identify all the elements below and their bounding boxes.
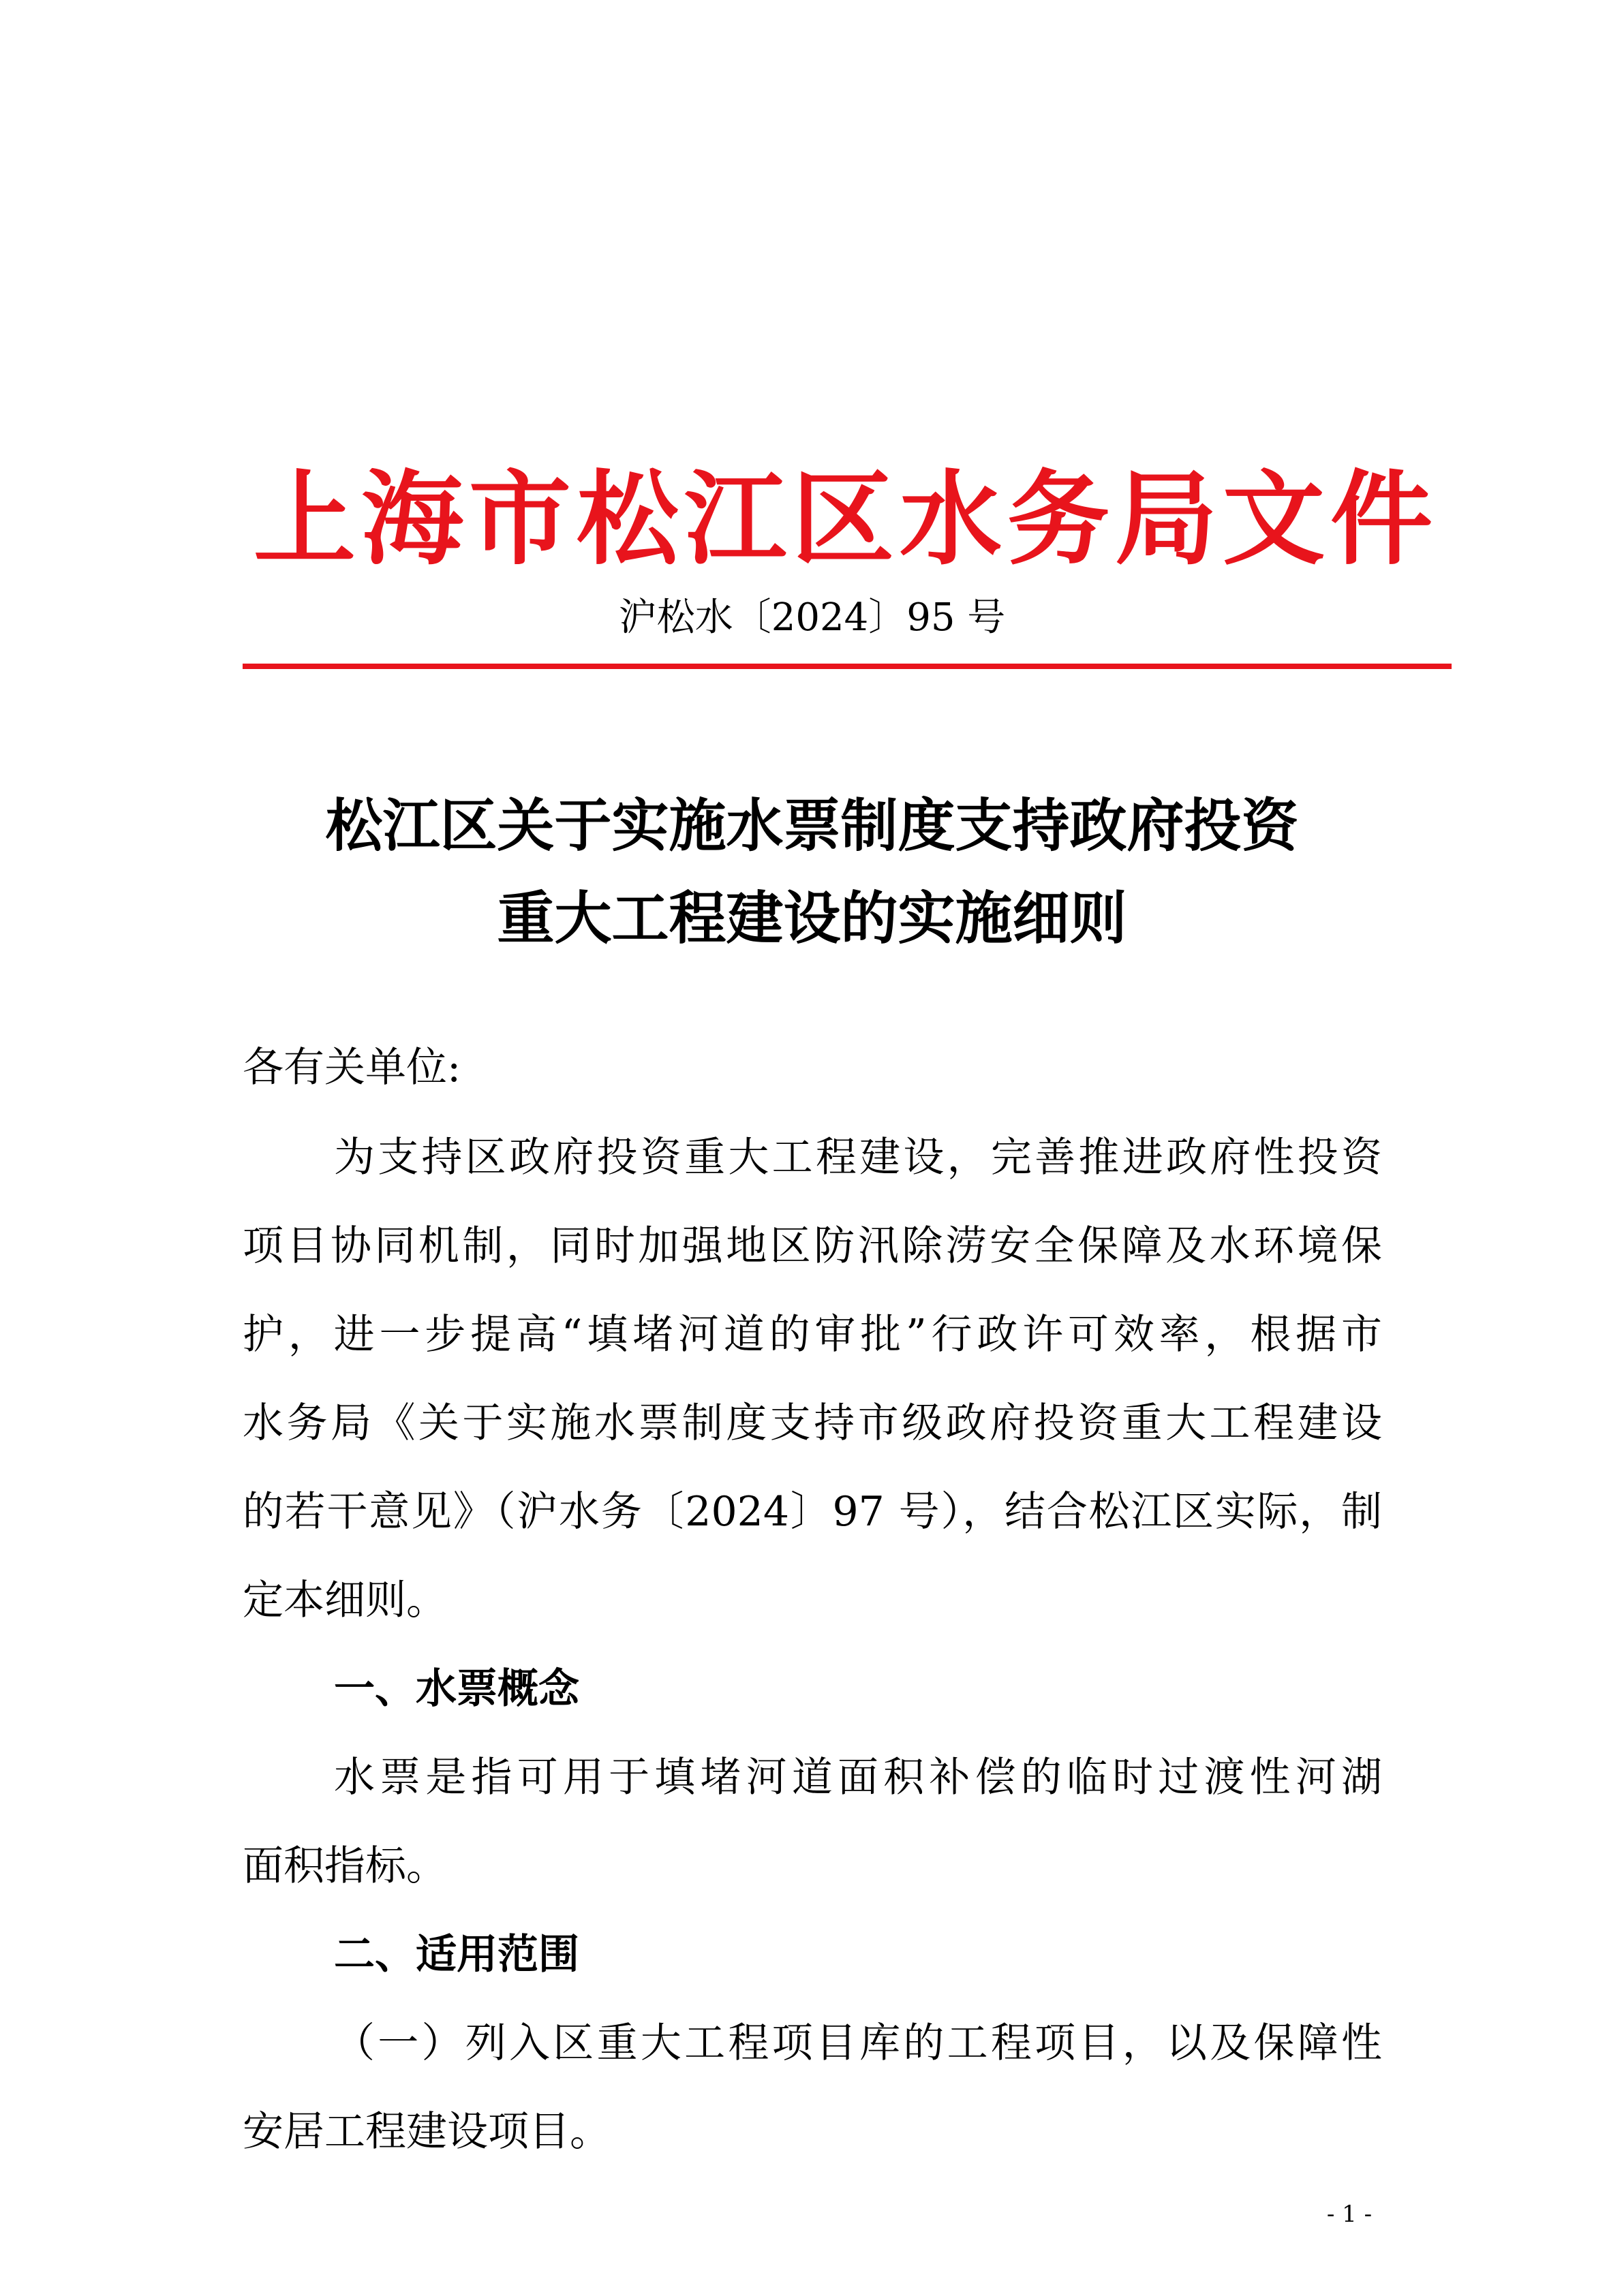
document-title-line-2: 重大工程建设的实施细则 — [497, 884, 1127, 952]
intro-line: 护，进一步提高“填堵河道的审批”行政许可效率，根据市 — [243, 1311, 1382, 1359]
section-2-line: （一）列入区重大工程项目库的工程项目，以及保障性 — [334, 2019, 1382, 2067]
section-2-line: 安居工程建设项目。 — [243, 2108, 611, 2156]
section-1-line: 水票是指可用于填堵河道面积补偿的临时过渡性河湖 — [334, 1754, 1382, 1801]
intro-line: 的若干意见》（沪水务〔2024〕97 号），结合松江区实际，制 — [243, 1488, 1382, 1536]
page-number: - 1 - — [1326, 2201, 1373, 2228]
section-heading-1: 一、水票概念 — [334, 1665, 579, 1713]
intro-line: 为支持区政府投资重大工程建设，完善推进政府性投资 — [334, 1134, 1382, 1181]
section-heading-2: 二、适用范围 — [334, 1931, 579, 1979]
document-number: 沪松水〔2024〕95 号 — [618, 595, 1006, 640]
document-title-line-1: 松江区关于实施水票制度支持政府投资 — [325, 792, 1299, 859]
section-1-line: 面积指标。 — [243, 1842, 447, 1890]
red-header-rule — [243, 664, 1452, 669]
salutation: 各有关单位: — [243, 1044, 461, 1091]
intro-line: 项目协同机制，同时加强地区防汛除涝安全保障及水环境保 — [243, 1222, 1382, 1270]
intro-line: 定本细则。 — [243, 1577, 447, 1624]
intro-line: 水务局《关于实施水票制度支持市级政府投资重大工程建设 — [243, 1399, 1382, 1447]
issuing-authority-title: 上海市松江区水务局文件 — [253, 459, 1438, 579]
